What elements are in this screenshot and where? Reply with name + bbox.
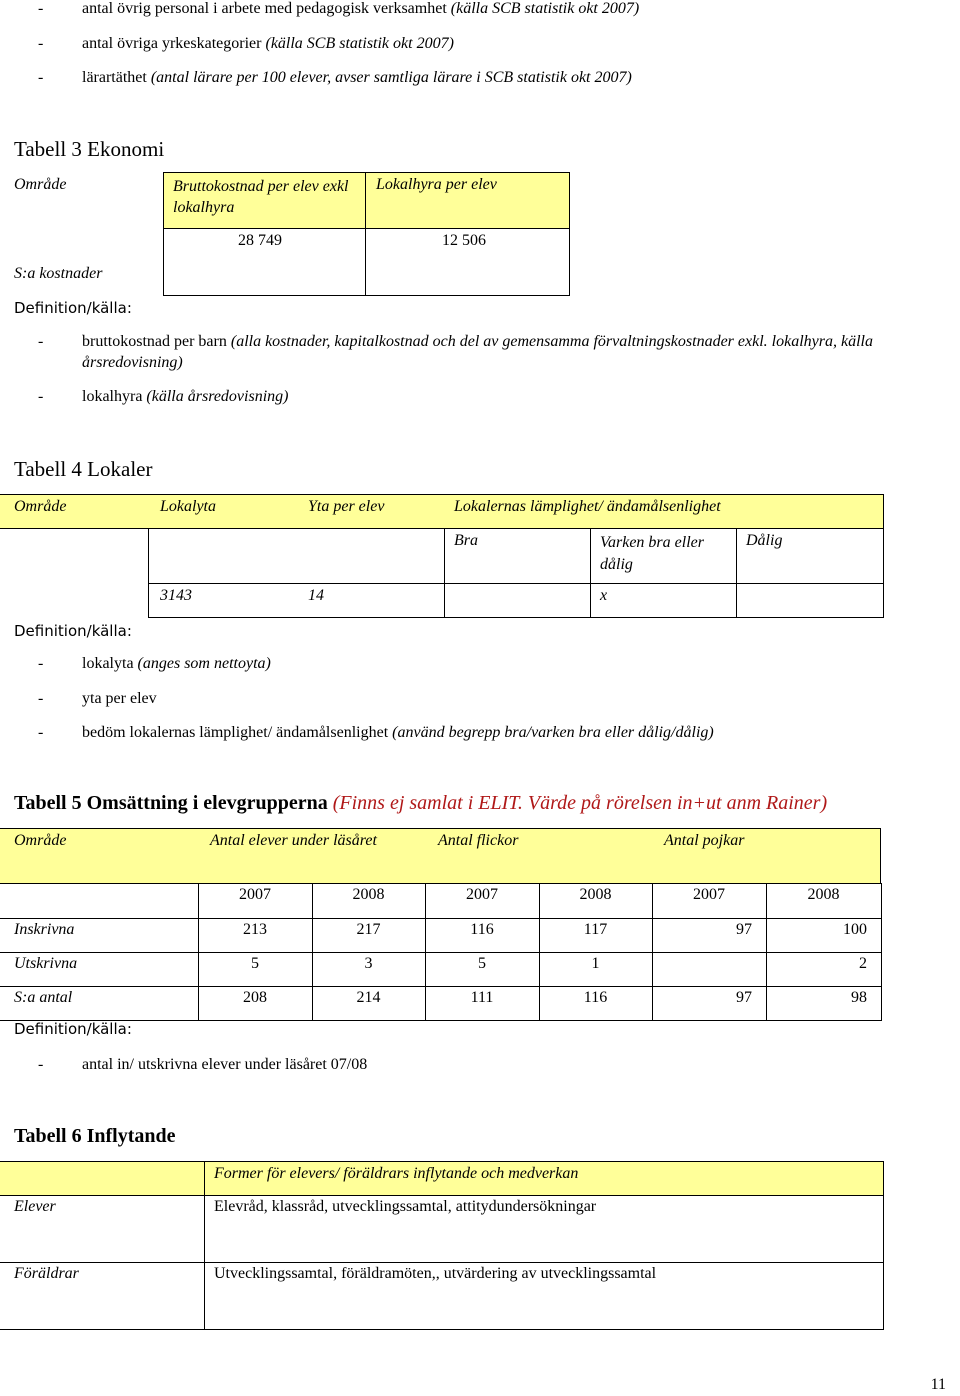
table4-bra-value-cell <box>444 583 591 618</box>
table5-value: 97 <box>736 921 752 938</box>
bullet-item-continued: årsredovisning) <box>82 354 183 371</box>
table5-year-header: 2007 <box>239 886 271 903</box>
table3-row-label: S:a kostnader <box>14 265 103 282</box>
table5-value: 116 <box>470 921 494 938</box>
table4-sub-varken: Varken bra eller dålig <box>600 534 704 573</box>
table5-value: 5 <box>478 955 486 972</box>
table4-val-lokalyta: 3143 <box>160 587 192 604</box>
table5-title: Tabell 5 Omsättning i elevgrupperna (Finns ej samlat i ELIT. Värde på rörelsen in+ut anm Rainer) <box>14 792 828 814</box>
table5-value: 3 <box>364 955 373 972</box>
table5-definition: Definition/källa: <box>14 1020 132 1038</box>
table6-row-label: Föräldrar <box>14 1265 79 1282</box>
table5-year-header: 2008 <box>579 886 612 903</box>
table5-col-flickor: Antal flickor <box>438 832 519 849</box>
table4-val-mark: x <box>600 587 608 604</box>
table4-header-row <box>0 494 884 529</box>
table4-sub-bra: Bra <box>454 532 478 549</box>
table4-omrade-label: Område <box>14 498 67 515</box>
table5-row-label: Inskrivna <box>14 921 75 938</box>
table5-col-pojkar: Antal pojkar <box>664 832 745 849</box>
table5-value: 1 <box>591 955 600 972</box>
table5-year-header: 2008 <box>352 886 385 903</box>
table6-header-divider <box>204 1161 205 1196</box>
table4-values-cell <box>148 583 445 618</box>
table5-value: 214 <box>356 989 381 1006</box>
table5-value: 117 <box>583 921 608 938</box>
table4-sub-dalig: Dålig <box>746 532 783 549</box>
table4-title: Tabell 4 Lokaler <box>14 457 153 481</box>
table5-value: 98 <box>851 989 867 1006</box>
table3-col1-label: Bruttokostnad per elev exkl lokalhyra <box>173 178 349 216</box>
table4-col-lokalyta: Lokalyta <box>160 498 216 515</box>
table3-val-lokalhyra: 12 506 <box>442 232 486 249</box>
table3-omrade-label: Område <box>14 176 67 193</box>
table4-val-yta: 14 <box>308 587 324 604</box>
table5-value: 5 <box>251 955 259 972</box>
table4-dalig-value-cell <box>736 583 884 618</box>
table5-value: 213 <box>243 921 267 938</box>
table4-col-lamplighet: Lokalernas lämplighet/ ändamålsenlighet <box>454 498 721 515</box>
table5-cell <box>0 883 199 919</box>
table5-value: 208 <box>243 989 267 1006</box>
table5-value: 111 <box>470 989 494 1006</box>
table6-row-value: Elevråd, klassråd, utvecklingssamtal, attitydundersökningar <box>214 1198 597 1215</box>
table3-val-bruttokostnad: 28 749 <box>238 232 282 249</box>
table5-row-label: S:a antal <box>14 989 73 1006</box>
table5-value: 217 <box>356 921 381 938</box>
table5-value: 2 <box>859 955 867 972</box>
table6-header: Former för elevers/ föräldrars inflytande och medverkan <box>214 1165 579 1182</box>
table5-value: 116 <box>583 989 608 1006</box>
table5-omrade-label: Område <box>14 832 67 849</box>
table3-title: Tabell 3 Ekonomi <box>14 137 165 161</box>
table3-definition: Definition/källa: <box>14 299 132 317</box>
table4-definition: Definition/källa: <box>14 622 132 640</box>
table6-row-label: Elever <box>14 1198 56 1215</box>
table5-row-label: Utskrivna <box>14 955 78 972</box>
table6-row-value: Utvecklingssamtal, föräldramöten,, utvärdering av utvecklingssamtal <box>214 1265 657 1282</box>
table4-empty-cell <box>148 528 445 584</box>
table4-col-yta: Yta per elev <box>308 498 385 515</box>
table5-cell <box>652 952 767 987</box>
table4-varken-value-cell <box>590 583 737 618</box>
table5-year-header: 2007 <box>466 886 498 903</box>
table5-year-header: 2007 <box>693 886 725 903</box>
table3-col2-label: Lokalhyra per elev <box>376 176 497 193</box>
table5-value: 97 <box>736 989 752 1006</box>
table5-note: (Finns ej samlat i ELIT. Värde på rörelsen in+ut anm Rainer) <box>332 792 828 814</box>
table5-year-header: 2008 <box>807 886 840 903</box>
table5-value: 100 <box>843 921 867 938</box>
table6-title: Tabell 6 Inflytande <box>14 1125 176 1147</box>
table5-col-antal: Antal elever under läsåret <box>210 832 377 849</box>
page-number: 11 <box>930 1376 946 1393</box>
